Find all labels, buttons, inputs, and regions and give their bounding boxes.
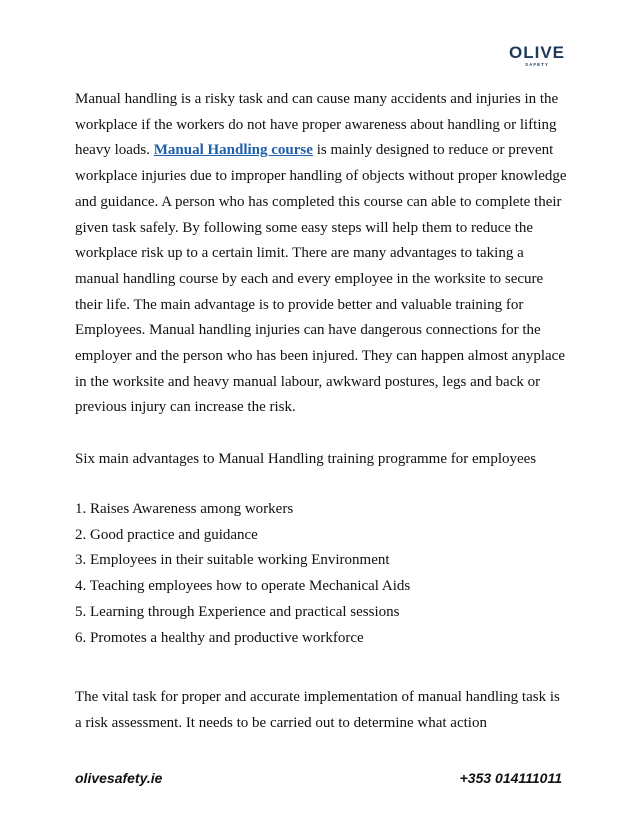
footer-website: olivesafety.ie <box>75 770 163 786</box>
logo-tagline: SAFETY <box>525 62 549 67</box>
list-item: 1. Raises Awareness among workers <box>75 501 294 517</box>
list-item: 6. Promotes a healthy and productive workforce <box>75 629 364 646</box>
olive-safety-logo <box>502 44 572 68</box>
list-item: 3. Employees in their suitable working Environment <box>75 552 390 569</box>
list-item: 2. Good practice and guidance <box>75 526 258 543</box>
intro-text-before-link: Manual handling is a risky task and can cause many accidents and injuries in the workplace if the workers do not have proper awareness about handling or lifting heavy loads. <box>75 91 559 159</box>
logo-wordmark: OLIVE <box>508 43 565 62</box>
manual-handling-course-link[interactable]: Manual Handling course <box>153 142 313 159</box>
closing-paragraph: The vital task for proper and accurate implementation of manual handling task is a risk assessment. It needs to be carried out to determine what action <box>75 689 560 731</box>
advantages-heading: Six main advantages to Manual Handling training programme for employees <box>75 451 537 467</box>
footer-phone: +353 014111011 <box>459 770 562 786</box>
intro-text-after-link: is mainly designed to reduce or prevent workplace injuries due to improper handling of objects without proper knowledge and guidance. A person who has completed this course can able to complete their given task safely. By following some easy steps will help them to reduce the workplace risk up to a certain limit. There are many advantages to taking a manual handling course by each and every employee in the worksite to secure their life. The main advantage is to provide better and valuable training for Employees. Manual handling injuries can have dangerous connections for the employer and the person who has been injured. They can happen almost anyplace in the worksite and heavy manual labour, awkward postures, legs and back or previous injury can increase the risk. <box>75 142 567 416</box>
advantages-list <box>75 497 410 651</box>
list-item: 5. Learning through Experience and practical sessions <box>75 603 400 620</box>
intro-section <box>75 87 570 421</box>
intro-paragraph <box>75 87 570 421</box>
list-item: 4. Teaching employees how to operate Mechanical Aids <box>75 578 411 595</box>
